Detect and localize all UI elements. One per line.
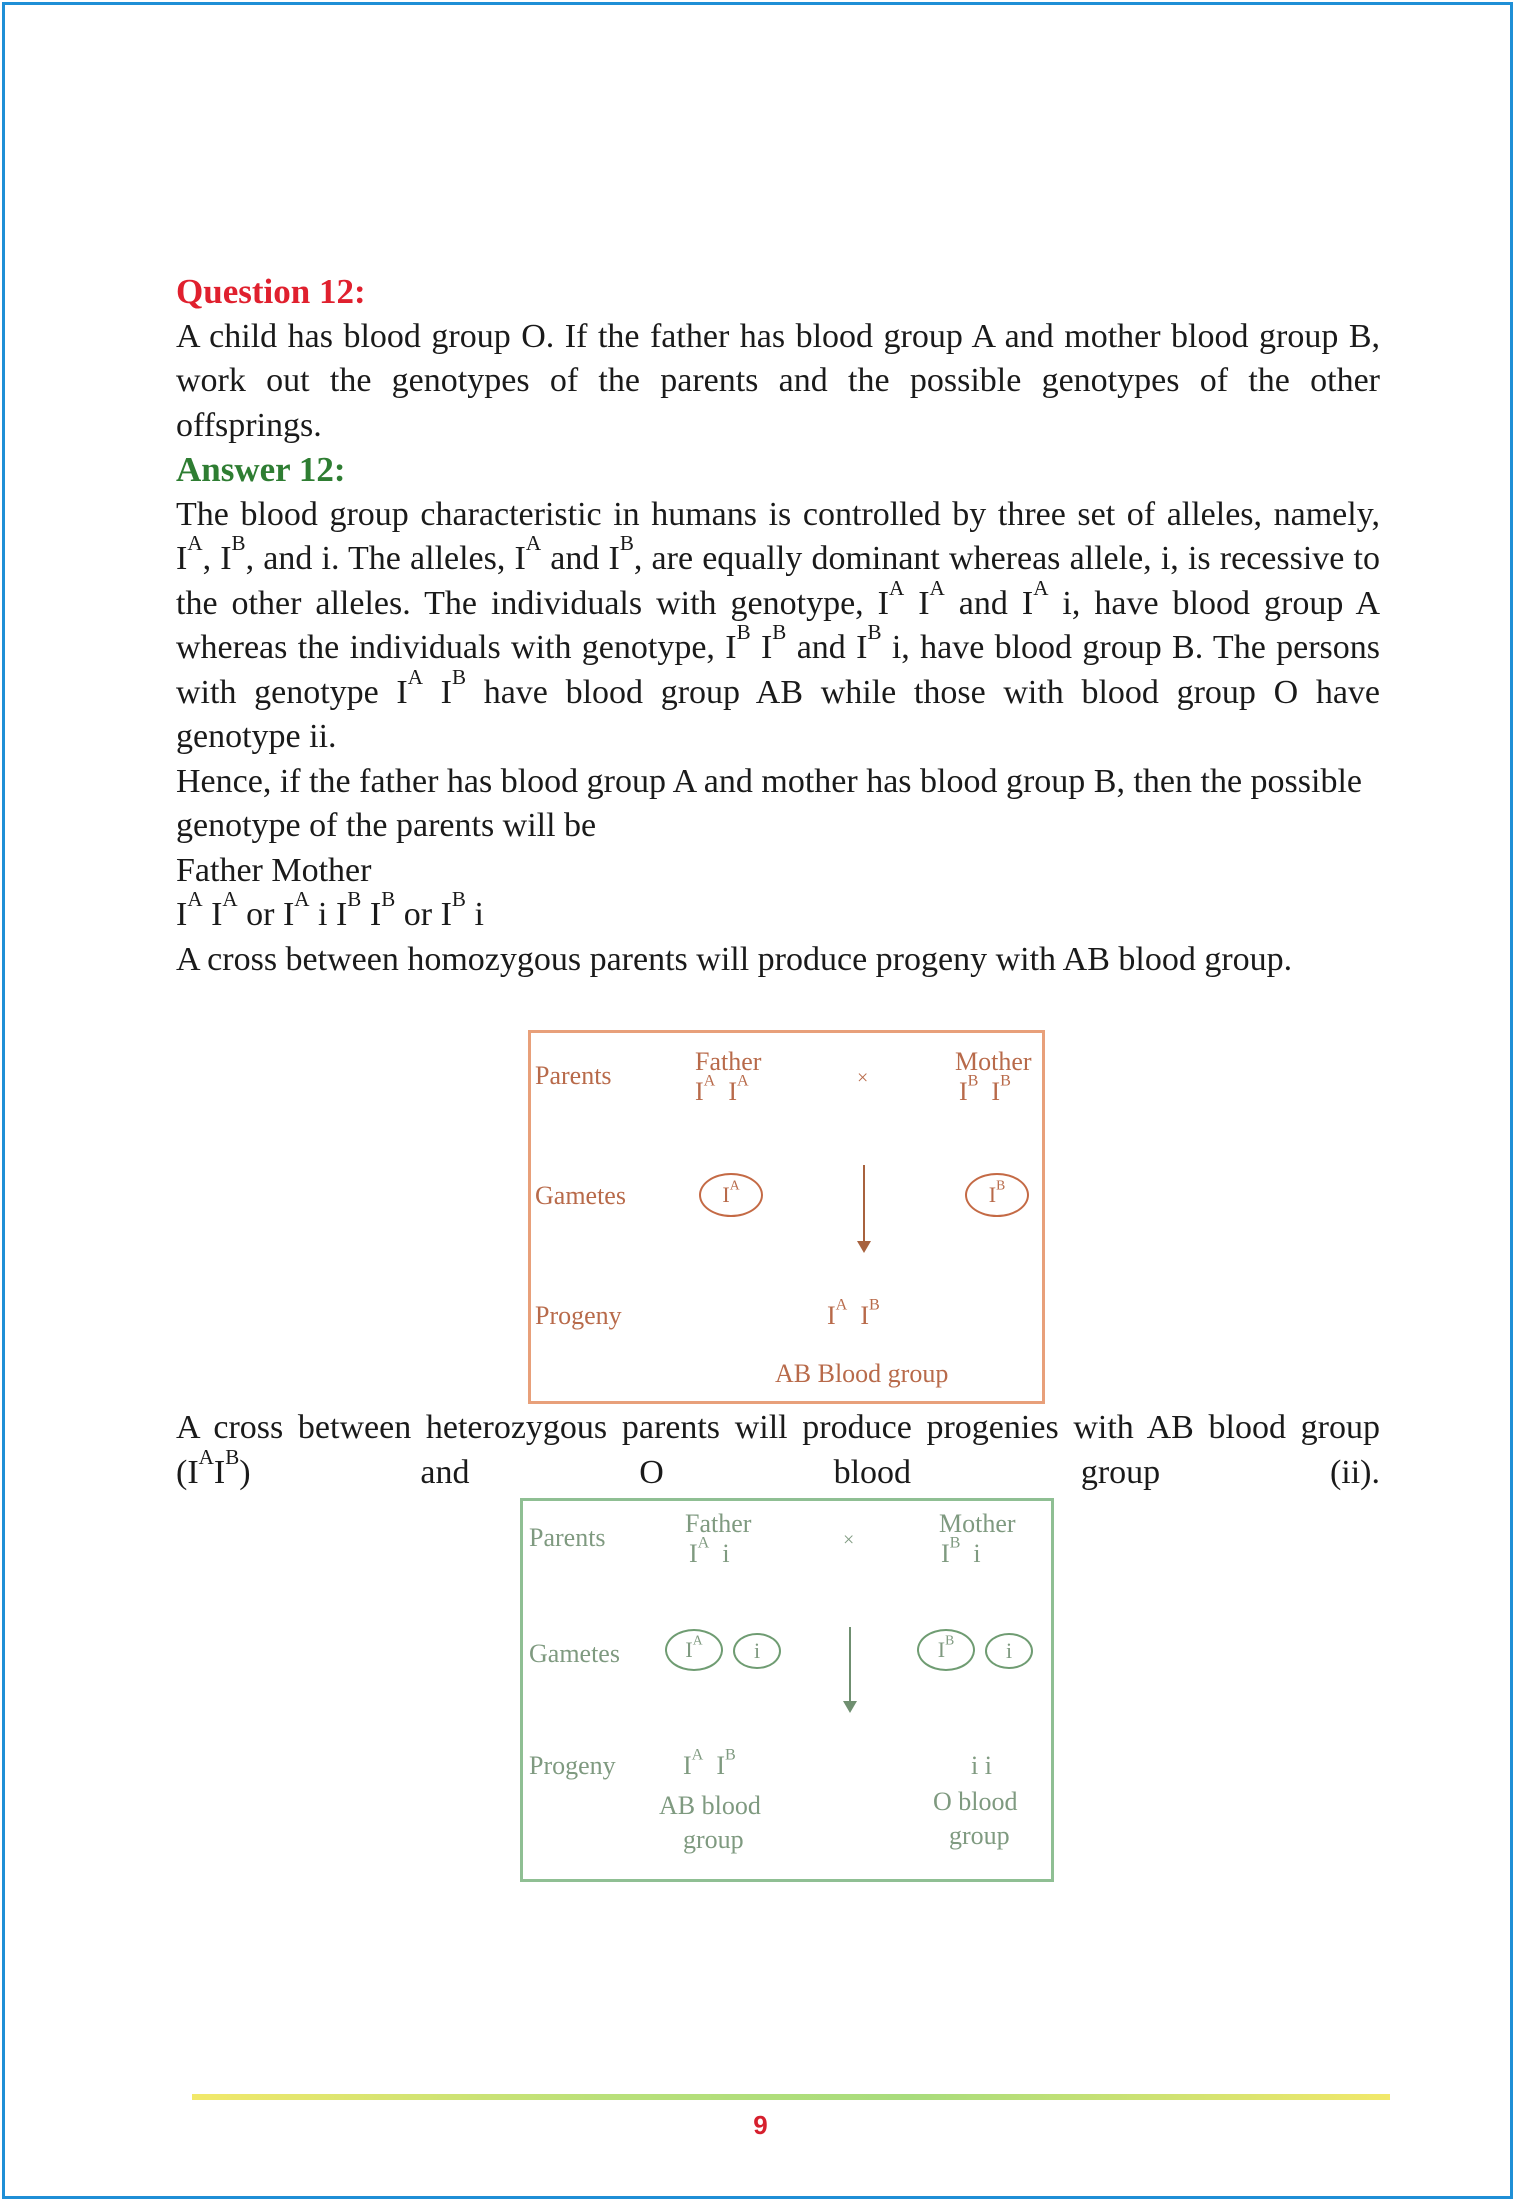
gamete-i: i [733,1633,781,1669]
gamete-IA: $I^A$ [665,1629,723,1671]
o-group-label: group [949,1821,1010,1850]
answer-heading: Answer 12: [176,450,346,489]
progeny-label: Progeny [535,1301,622,1330]
father-label: Father [695,1047,762,1076]
down-arrow-icon [863,1165,865,1243]
progeny-genotype-o: i i [971,1751,992,1780]
father-genotype: $I^A$ $I^A$ [695,1072,749,1106]
page-number: 9 [753,2110,768,2140]
gametes-label: Gametes [535,1181,626,1210]
progeny-result: AB Blood group [775,1359,949,1388]
answer-paragraph-3: A cross between homozygous parents will produce progeny with AB blood group. [176,940,1293,978]
parents-label: Parents [529,1523,606,1552]
answer-paragraph-4: A cross between heterozygous parents will produce progenies with AB blood group $(I^AI^B)$ and O blood group (ii). [176,1409,1380,1491]
gamete-i: i [985,1633,1033,1669]
o-blood-label: O blood [933,1787,1018,1816]
cross-symbol: × [857,1067,869,1089]
mother-label: Mother [955,1047,1032,1076]
progeny-genotype-ab: $I^A$ $I^B$ [683,1746,736,1780]
genotype-line: $I^A$ $I^A$ or $I^A$ i $I^B$ $I^B$ or $I^B$ i [176,887,484,933]
gametes-label: Gametes [529,1639,620,1668]
homozygous-cross-diagram [528,1030,1045,1404]
heterozygous-cross-diagram [520,1498,1054,1882]
gamete-IB: $I^B$ [965,1173,1029,1217]
parents-label: Parents [535,1061,612,1090]
mother-genotype: $I^B$ $I^B$ [959,1072,1011,1106]
cross-symbol: × [843,1529,855,1551]
parents-label: Father Mother [176,851,372,889]
page-content [176,270,1380,982]
mother-label: Mother [939,1509,1016,1538]
gamete-IB: $I^B$ [917,1629,975,1671]
footer-divider [192,2094,1390,2100]
gamete-IA: $I^A$ [699,1173,763,1217]
father-genotype: $I^A$ i [689,1534,730,1568]
father-label: Father [685,1509,752,1538]
ab-group-label: group [683,1825,744,1854]
ab-blood-label: AB blood [659,1791,761,1820]
answer-paragraph-2: Hence, if the father has blood group A and mother has blood group B, then the possible genotype of the parents will be [176,762,1362,844]
answer-paragraph-1: The blood group characteristic in humans is controlled by three set of alleles, namely, $I^A$, $I^B$, and i. The alleles, $I^A$ and $I^B$, are equally dominant whereas allele, i, is recessive to the other alleles. The individuals with genotype, $I^A$ $I^A$ and $I^A$ i, have blood group A whereas the individuals with genotype, $I^B$ $I^B$ and $I^B$ i, have blood group B. The persons with genotype $I^A$ $I^B$ have blood group AB while those with blood group O have genotype ii. [176,495,1381,755]
progeny-genotype: $I^A$ $I^B$ [827,1296,880,1330]
question-heading: Question 12: [176,272,366,311]
between-diagrams [176,1406,1380,1495]
mother-genotype: $I^B$ i [941,1534,981,1568]
progeny-label: Progeny [529,1751,616,1780]
question-text: A child has blood group O. If the father has blood group A and mother blood group B, work out the genotypes of the parents and the possible genotypes of the other offsprings. [176,317,1380,444]
down-arrow-icon [849,1627,851,1703]
